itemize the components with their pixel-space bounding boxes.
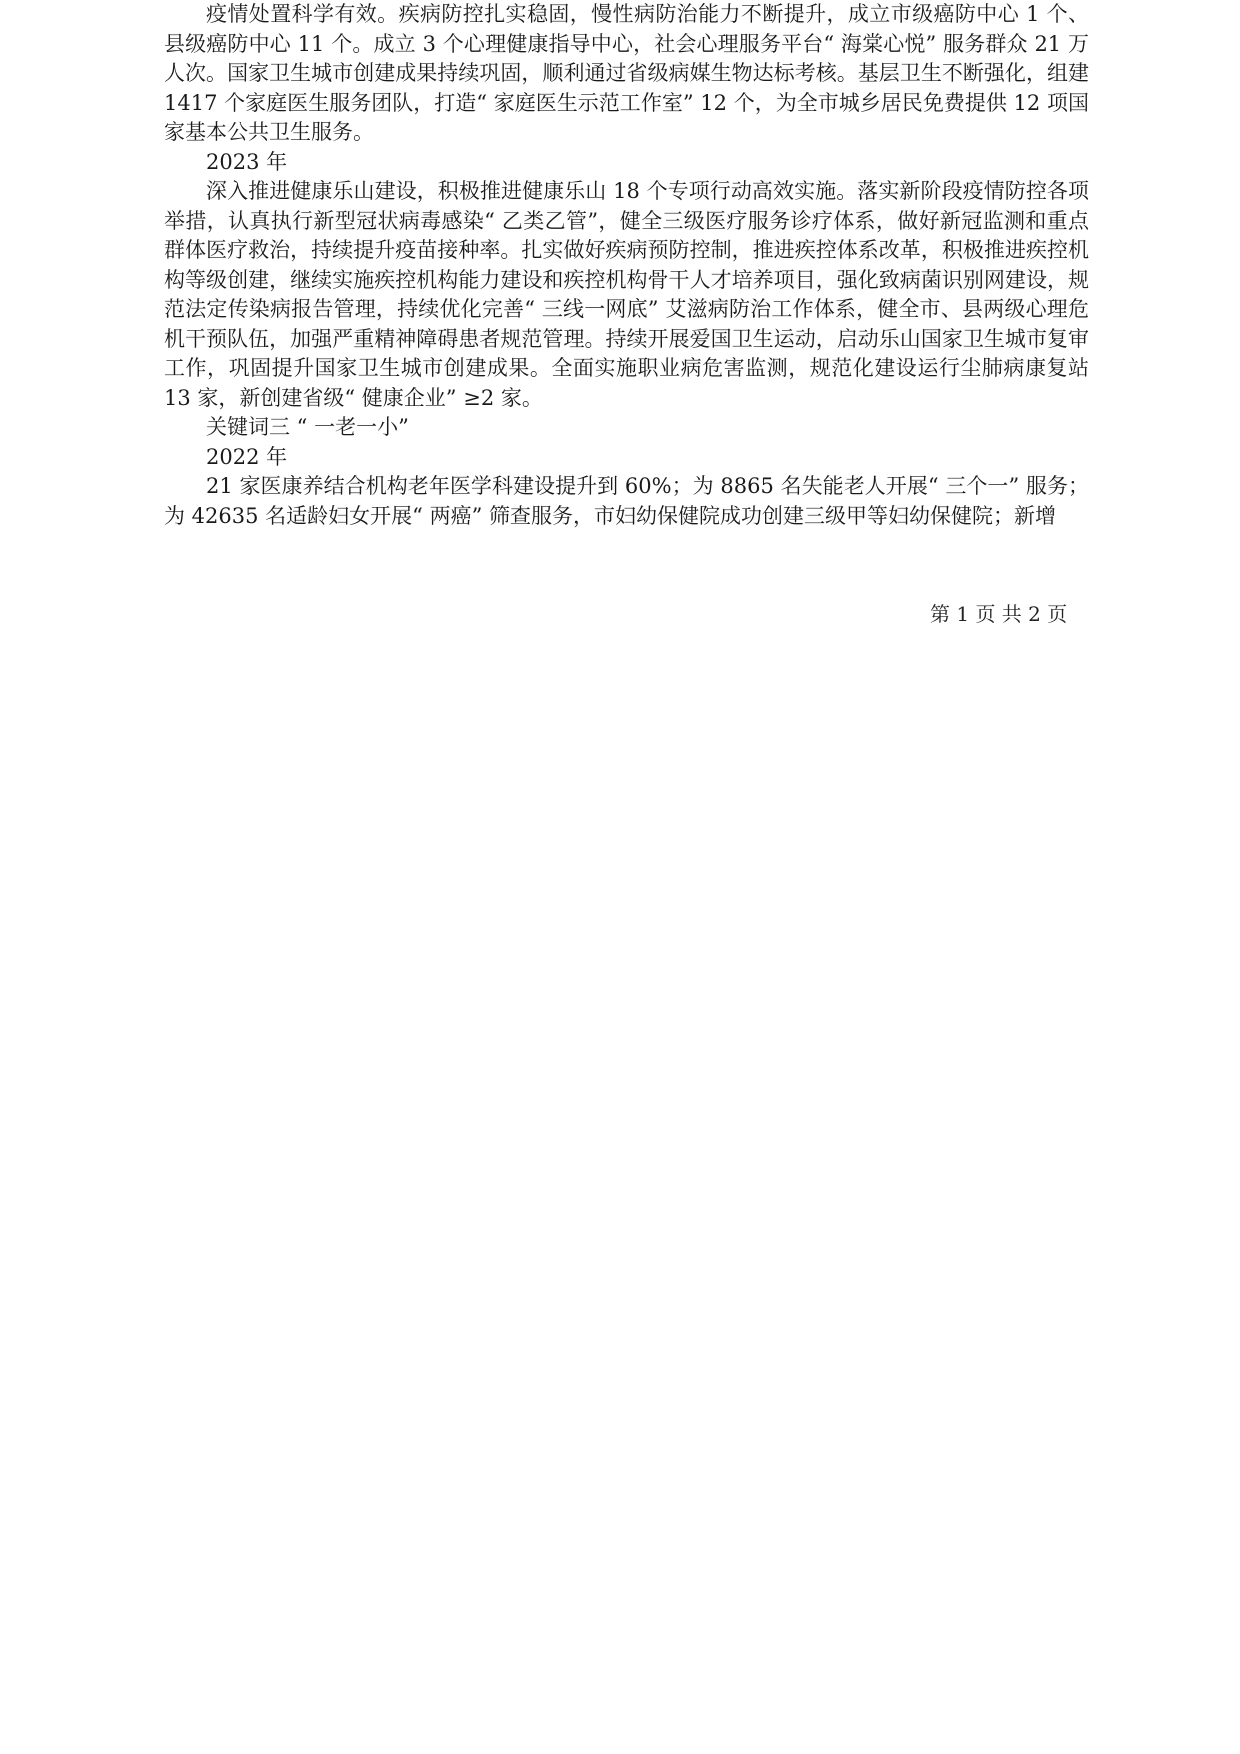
keyword-heading-three: 关键词三 “ 一老一小”: [206, 415, 409, 439]
paragraph-elderly-children-2022: 21 家医康养结合机构老年医学科建设提升到 60%；为 8865 名失能老人开展“ 三个一” 服务；为 42635 名适龄妇女开展“ 两癌” 筛查服务，市妇幼保健院成功创建三级甲等妇幼保健院；新增: [164, 474, 1089, 528]
paragraph-disease-control-summary: 疫情处置科学有效。疾病防控扎实稳固，慢性病防治能力不断提升，成立市级癌防中心 1 个、县级癌防中心 11 个。成立 3 个心理健康指导中心，社会心理服务平台“ 海棠心悦” 服务群众 21 万人次。国家卫生城市创建成果持续巩固，顺利通过省级病媒生物达标考核。基层卫生不断强化，组建 1417 个家庭医生服务团队，打造“ 家庭医生示范工作室” 12 个，为全市城乡居民免费提供 12 项国家基本公共卫生服务。: [164, 2, 1089, 144]
year-heading-2022: 2022 年: [206, 444, 288, 469]
document-body: [164, 0, 1089, 531]
page-number-footer: 第 1 页 共 2 页: [930, 602, 1068, 626]
year-heading-2023: 2023 年: [206, 149, 288, 174]
paragraph-healthy-leshan-2023: 深入推进健康乐山建设，积极推进健康乐山 18 个专项行动高效实施。落实新阶段疫情防控各项举措，认真执行新型冠状病毒感染“ 乙类乙管”，健全三级医疗服务诊疗体系，做好新冠监测和重点群体医疗救治，持续提升疫苗接种率。扎实做好疾病预防控制，推进疾控体系改革，积极推进疾控机构等级创建，继续实施疾控机构能力建设和疾控机构骨干人才培养项目，强化致病菌识别网建设，规范法定传染病报告管理，持续优化完善“ 三线一网底” 艾滋病防治工作体系，健全市、县两级心理危机干预队伍，加强严重精神障碍患者规范管理。持续开展爱国卫生运动，启动乐山国家卫生城市复审工作，巩固提升国家卫生城市创建成果。全面实施职业病危害监测，规范化建设运行尘肺病康复站 13 家，新创建省级“ 健康企业” ≥2 家。: [164, 179, 1089, 410]
